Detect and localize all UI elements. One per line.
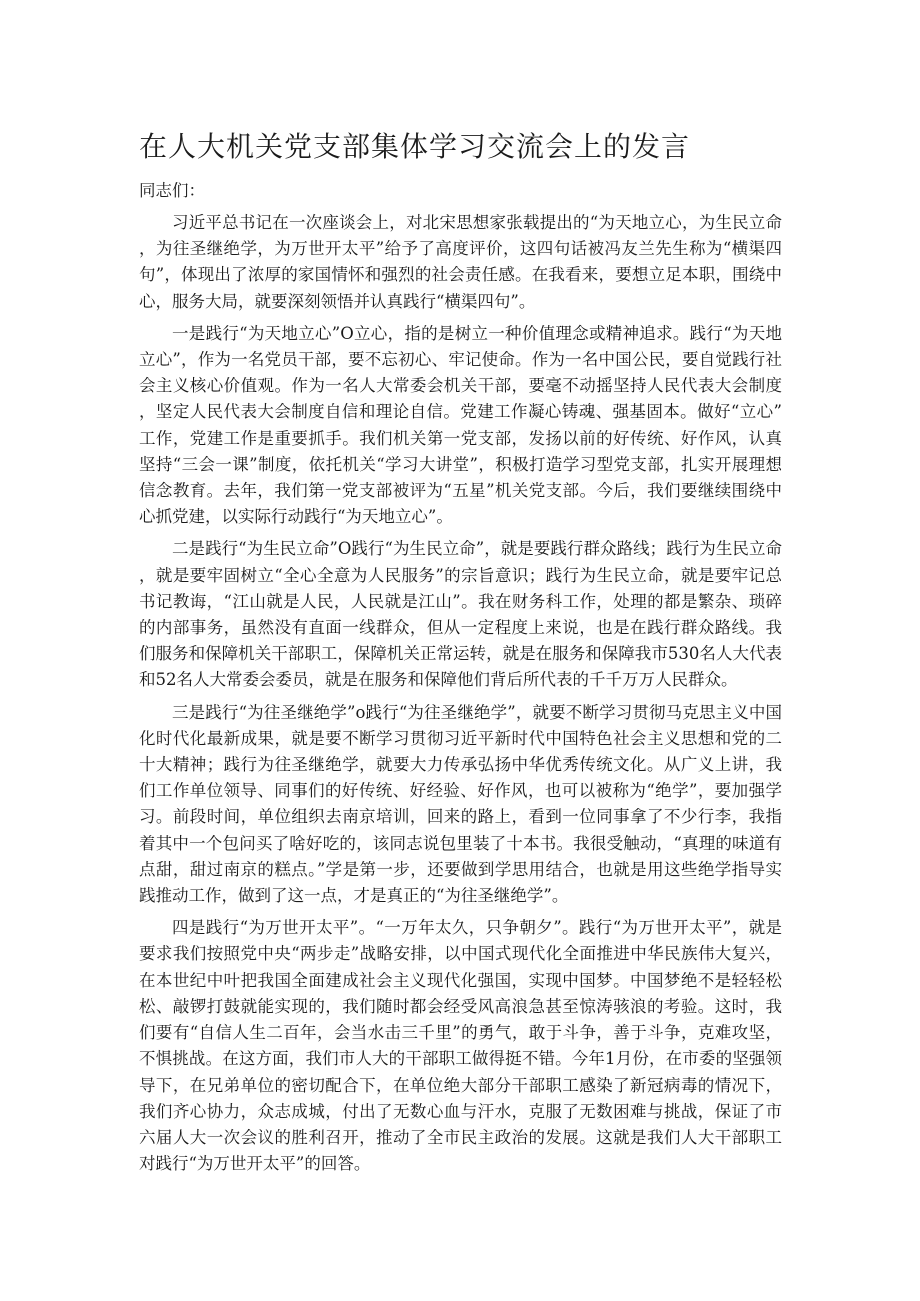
paragraph-heaven-earth: 一是践行“为天地立心”O立心，指的是树立一种价值理念或精神追求。践行“为天地立心”，作为一名党员干部，要不忘初心、牢记使命。作为一名中国公民，要自觉践行社会主义核心价值观。作为一名人大常委会机关干部，要毫不动摇坚持人民代表大会制度，坚定人民代表大会制度自信和理论自信。党建工作凝心铸魂、强基固本。做好“立心”工作，党建工作是重要抓手。我们机关第一党支部，发扬以前的好传统、好作风，认真坚持“三会一课”制度，依托机关“学习大讲堂”，积极打造学习型党支部，扎实开展理想信念教育。去年，我们第一党支部被评为“五星”机关党支部。今后，我们要继续围绕中心抓党建，以实际行动践行“为天地立心”。	[139, 323, 782, 527]
document-body	[139, 178, 782, 1183]
paragraph-intro: 习近平总书记在一次座谈会上，对北宋思想家张载提出的“为天地立心，为生民立命，为往圣继绝学，为万世开太平”给予了高度评价，这四句话被冯友兰先生称为“横渠四句”，体现出了浓厚的家国情怀和强烈的社会责任感。在我看来，要想立足本职，围绕中心，服务大局，就要深刻领悟并认真践行“横渠四句”。	[139, 213, 782, 311]
paragraph-people: 二是践行“为生民立命”O践行“为生民立命”，就是要践行群众路线；践行为生民立命，就是要牢固树立“全心全意为人民服务”的宗旨意识；践行为生民立命，就是要牢记总书记教诲，“江山就是人民，人民就是江山”。我在财务科工作，处理的都是繁杂、琐碎的内部事务，虽然没有直面一线群众，但从一定程度上来说，也是在践行群众路线。我们服务和保障机关干部职工，保障机关正常运转，就是在服务和保障我市530名人大代表和52名人大常委会委员，就是在服务和保障他们背后所代表的千千万万人民群众。	[139, 539, 782, 690]
paragraph-learning: 三是践行“为往圣继绝学”o践行“为往圣继绝学”，就要不断学习贯彻马克思主义中国化时代化最新成果，就是要不断学习贯彻习近平新时代中国特色社会主义思想和党的二十大精神；践行为往圣继绝学，就要大力传承弘扬中华优秀传统文化。从广义上讲，我们工作单位领导、同事们的好传统、好经验、好作风，也可以被称为“绝学”，要加强学习。前段时间，单位组织去南京培训，回来的路上，看到一位同事拿了不少行李，我指着其中一个包问买了啥好吃的，该同志说包里装了十本书。我很受触动，“真理的味道有点甜，甜过南京的糕点。”学是第一步，还要做到学思用结合，也就是用这些绝学指导实践推动工作，做到了这一点，才是真正的“为往圣继绝学”。	[139, 702, 782, 906]
document-title: 在人大机关党支部集体学习交流会上的发言	[139, 130, 691, 163]
salutation: 同志们：	[139, 181, 205, 200]
paragraph-peace: 四是践行“为万世开太平”。“一万年太久，只争朝夕”。践行“为万世开太平”，就是要求我们按照党中央“两步走”战略安排，以中国式现代化全面推进中华民族伟大复兴，在本世纪中叶把我国全面建成社会主义现代化强国，实现中国梦。中国梦绝不是轻轻松松、敲锣打鼓就能实现的，我们随时都会经受风高浪急甚至惊涛骇浪的考验。这时，我们要有“自信人生二百年，会当水击三千里”的勇气，敢于斗争，善于斗争，克难攻坚，不惧挑战。在这方面，我们市人大的干部职工做得挺不错。今年1月份，在市委的坚强领导下，在兄弟单位的密切配合下，在单位绝大部分干部职工感染了新冠病毒的情况下，我们齐心协力，众志成城，付出了无数心血与汗水，克服了无数困难与挑战，保证了市六届人大一次会议的胜利召开，推动了全市民主政治的发展。这就是我们人大干部职工对践行“为万世开太平”的回答。	[139, 918, 782, 1174]
